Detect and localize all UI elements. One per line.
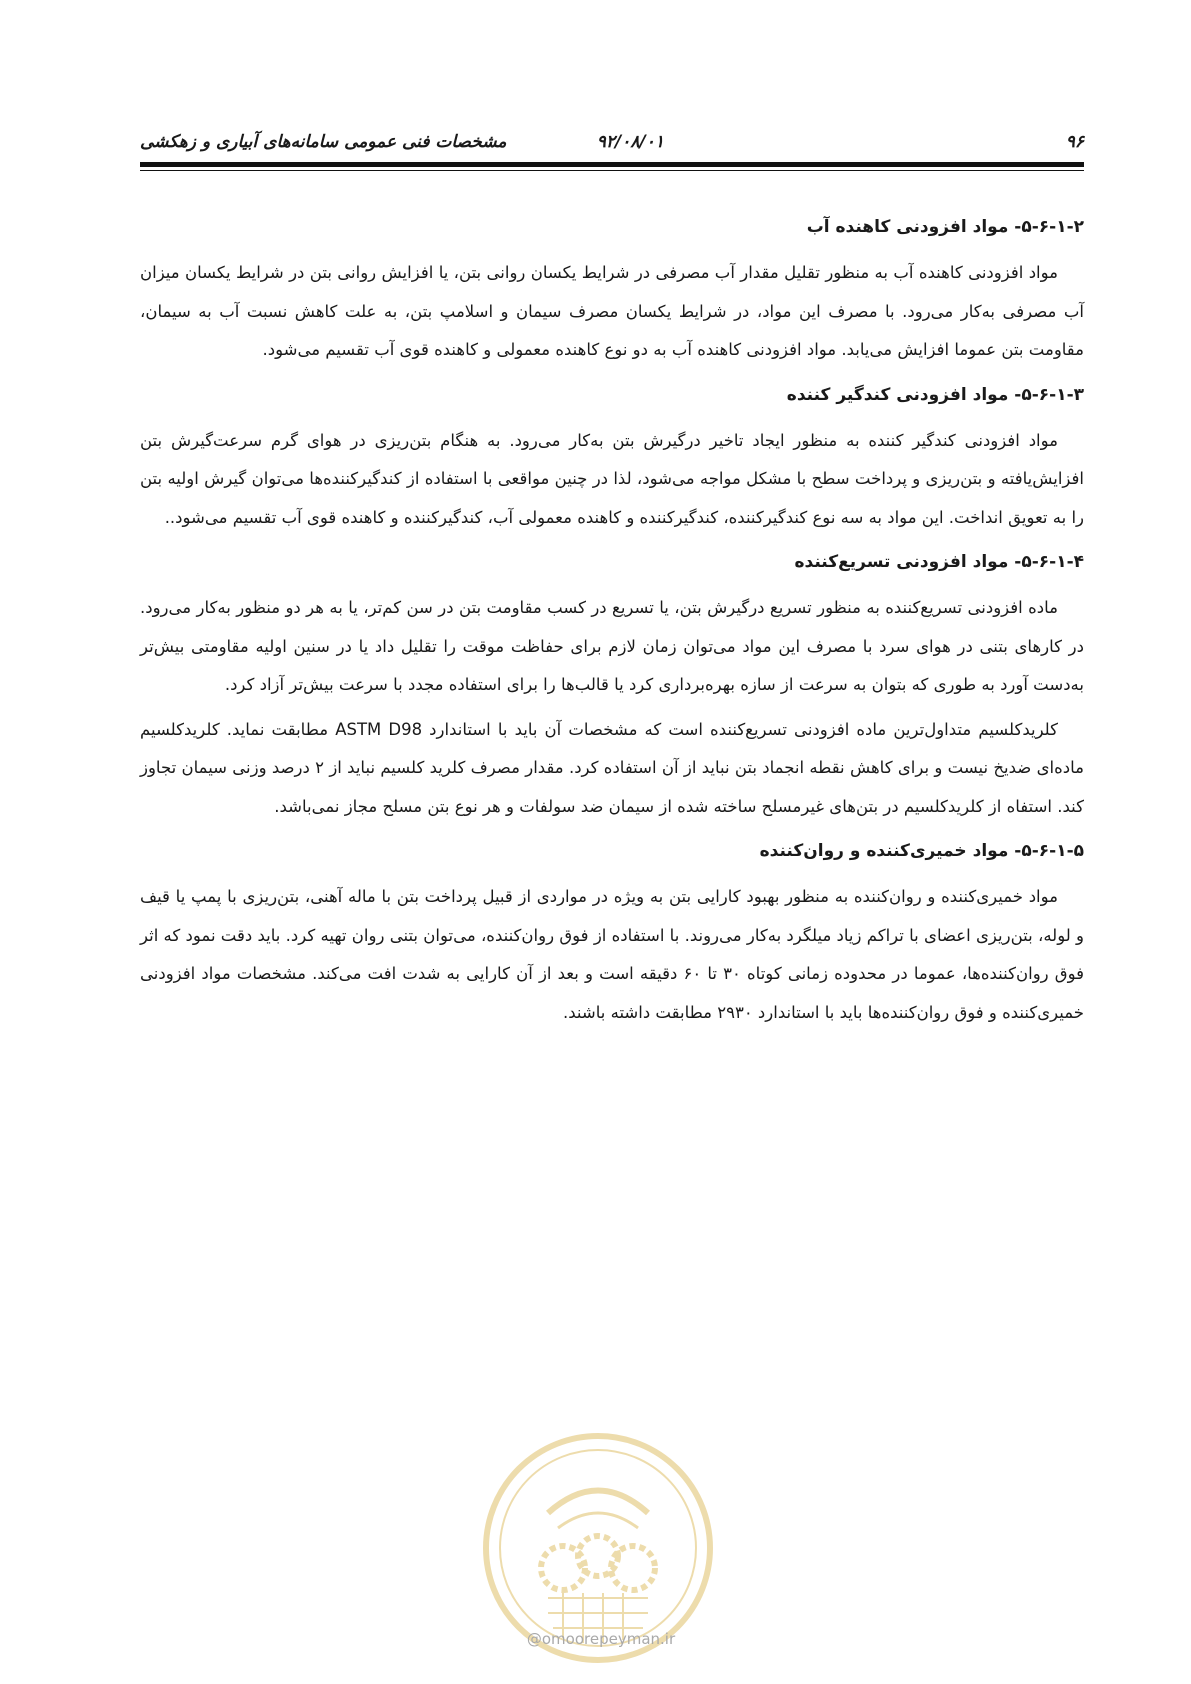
paragraph: ماده افزودنی تسریع‌کننده به منظور تسریع درگیرش بتن، یا تسریع در کسب مقاومت بتن در سن کم‌تر، یا به هر دو منظور به‌کار می‌رود. در کارهای بتنی در هوای سرد با مصرف این مواد می‌توان زمان لازم برای حفاظت موقت را تقلیل داد یا در سنین اولیه مقاومتی بیش‌تر به‌دست آورد به طوری که بتوان به سرعت از سازه بهره‌برداری کرد یا قالب‌ها را برای استفاده مجدد با سرعت بیش‌تر آزاد کرد. [140, 598, 1084, 694]
page-header [140, 128, 1084, 158]
section-plasticizer [140, 836, 1084, 1032]
header-date: ۹۲/۰۸/۰۱ [596, 132, 664, 152]
section-retarder [140, 380, 1084, 538]
header-title: مشخصات فنی عمومی سامانه‌های آبیاری و زهکشی [140, 132, 507, 152]
page-number: ۹۶ [1065, 132, 1084, 152]
header-rule-thick [140, 162, 1084, 167]
section-heading: ۵-۶-۱-۴- مواد افزودنی تسریع‌کننده [794, 552, 1084, 572]
section-water-reducer [140, 212, 1084, 370]
header-rule-thin [140, 170, 1084, 171]
paragraph: مواد افزودنی کاهنده آب به منظور تقلیل مقدار آب مصرفی در شرایط یکسان روانی بتن، یا افزایش روانی بتن در شرایط یکسان میزان آب مصرفی به‌کار می‌رود. با مصرف این مواد، در شرایط یکسان مصرف سیمان و اسلامپ بتن، به علت کاهش نسبت آب به سیمان، مقاومت بتن عموما افزایش می‌یابد. مواد افزودنی کاهنده آب به دو نوع کاهنده معمولی و کاهنده قوی آب تقسیم می‌شود. [140, 263, 1084, 359]
paragraph: کلریدکلسیم متداول‌ترین ماده افزودنی تسریع‌کننده است که مشخصات آن باید با استاندارد ASTM D98 مطابقت نماید. کلریدکلسیم ماده‌ای ضدیخ نیست و برای کاهش نقطه انجماد بتن نباید از آن استفاده کرد. مقدار مصرف کلرید کلسیم نباید از ۲ درصد وزنی سیمان تجاوز کند. استفاه از کلریدکلسیم در بتن‌های غیرمسلح ساخته شده از سیمان ضد سولفات و هر نوع بتن مسلح مجاز نمی‌باشد. [140, 719, 1084, 816]
watermark-text: @omoorepeyman.ir [526, 1630, 676, 1648]
section-heading: ۵-۶-۱-۲- مواد افزودنی کاهنده آب [806, 217, 1084, 237]
paragraph: مواد خمیری‌کننده و روان‌کننده به منظور بهبود کارایی بتن به ویژه در مواردی از قبیل پرداخت بتن با ماله آهنی، بتن‌ریزی با پمپ یا قیف و لوله، بتن‌ریزی اعضای با تراکم زیاد میلگرد به‌کار می‌روند. با استفاده از فوق روان‌کننده، می‌توان بتنی روان تهیه کرد. باید دقت نمود که اثر فوق روان‌کننده‌ها، عموما در محدوده زمانی کوتاه ۳۰ تا ۶۰ دقیقه است و بعد از آن کارایی به شدت افت می‌کند. مشخصات مواد افزودنی خمیری‌کننده و فوق روان‌کننده‌ها باید با استاندارد ۲۹۳۰ مطابقت داشته باشند. [140, 887, 1085, 1022]
section-heading: ۵-۶-۱-۵- مواد خمیری‌کننده و روان‌کننده [759, 841, 1084, 861]
paragraph: مواد افزودنی کندگیر کننده به منظور ایجاد تاخیر درگیرش بتن به‌کار می‌رود. به هنگام بتن‌ریزی در هوای گرم سرعت‌گیرش بتن افزایش‌یافته و بتن‌ریزی و پرداخت سطح با مشکل مواجه می‌شود، لذا در چنین مواقعی با استفاده از کندگیرکننده‌ها می‌توان گیرش اولیه بتن را به تعویق انداخت. این مواد به سه نوع کندگیرکننده، کندگیرکننده و کاهنده معمولی آب، کندگیرکننده و کاهنده قوی آب تقسیم می‌شود.. [140, 430, 1084, 527]
page-body [140, 212, 1084, 1042]
section-heading: ۵-۶-۱-۳- مواد افزودنی کندگیر کننده [786, 384, 1084, 405]
section-accelerator [140, 547, 1084, 826]
